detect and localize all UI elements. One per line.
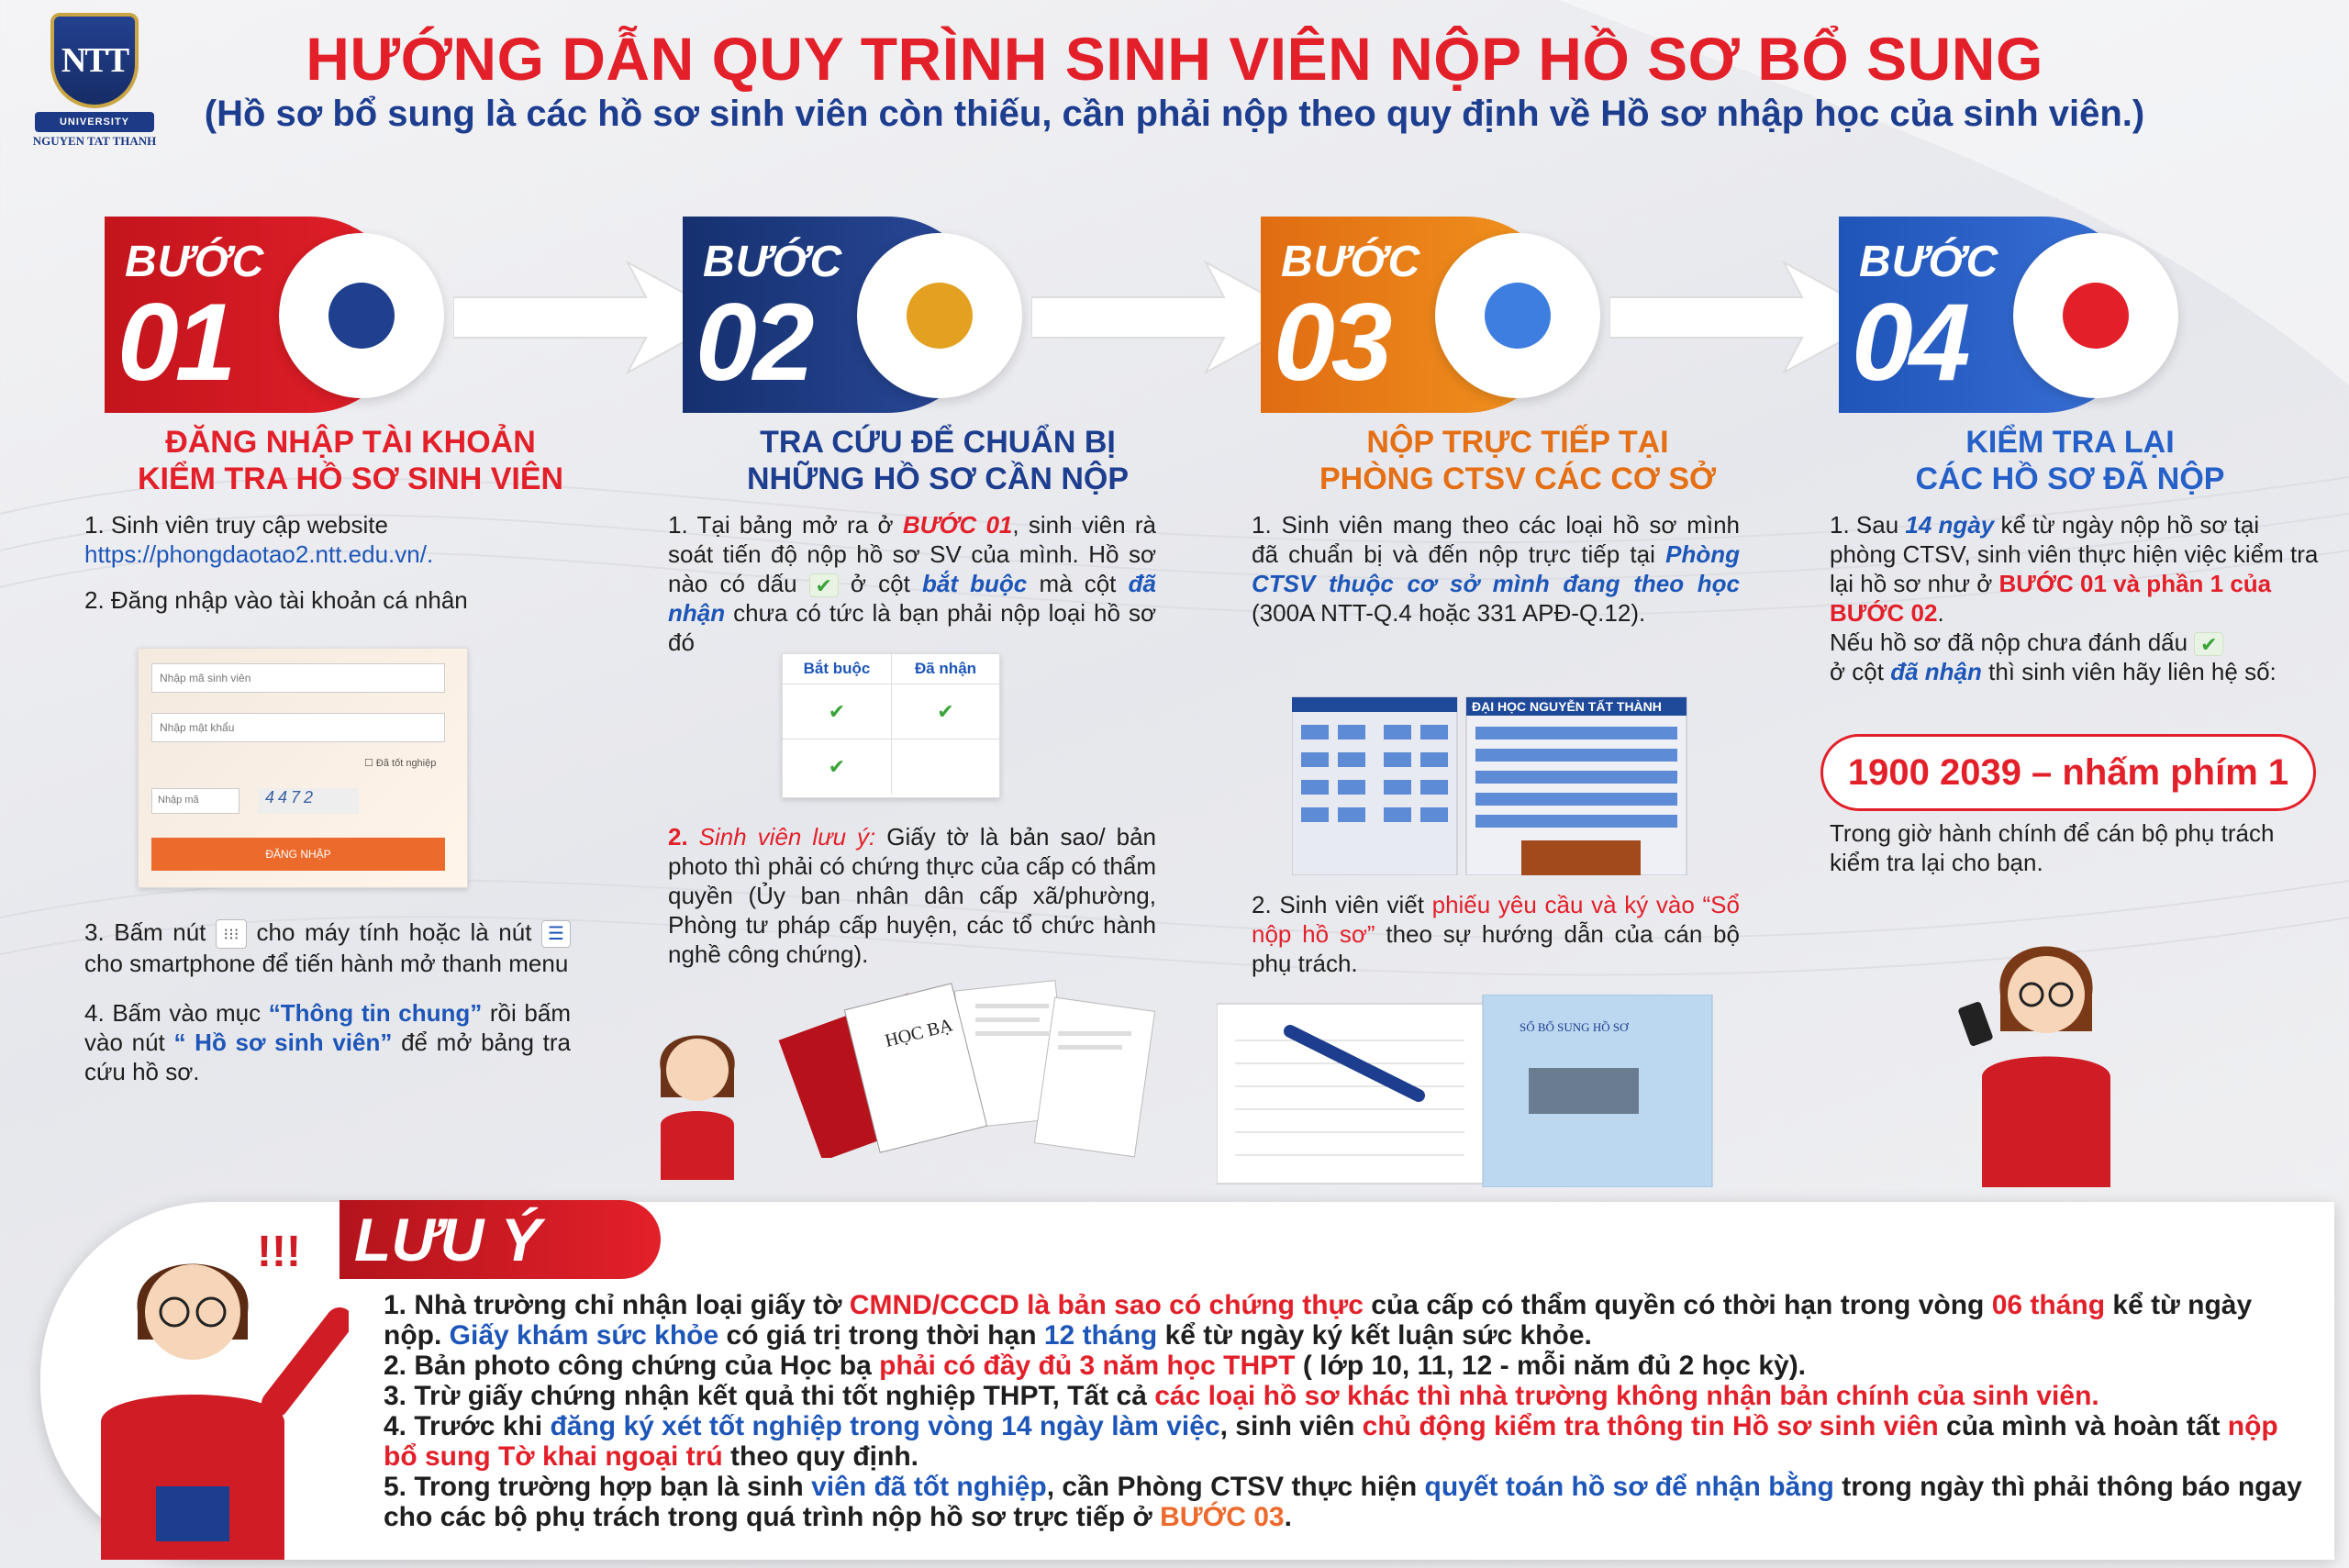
step-04-content: 1. Sau 14 ngày kể từ ngày nộp hồ sơ tại phòng CTSV, sinh viên thực hiện việc kiểm tra lại hồ sơ như ở BƯỚC 01 và phần 1 của BƯỚC 02. Nếu hồ sơ đã nộp chưa đánh dấu ✔ ở cột đã nhận thì sinh viên hãy liên hệ số:: [1830, 511, 2319, 685]
step-02-content-2: 2. Sinh viên lưu ý: Giấy tờ là bản sao/ bản photo thì phải có chứng thực của cấp có thẩm quyền (Ủy ban nhân dân cấp xã/phường, Phòng tư pháp cấp huyện, các tổ chức hành nghề công chứng).: [668, 823, 1156, 968]
step-04-content-2: Trong giờ hành chính để cán bộ phụ trách kiểm tra lại cho bạn.: [1830, 819, 2275, 876]
campus-building-illustration: [1292, 679, 1707, 875]
requirement-table-mockup: [782, 653, 1000, 798]
table-header-received: Đã nhận: [891, 654, 999, 684]
check-icon: ✔: [783, 684, 891, 739]
hamburger-menu-icon: ☰: [541, 920, 571, 948]
step-03-header: [1261, 217, 1848, 418]
svg-text:HỌC BẠ: HỌC BẠ: [883, 1015, 955, 1051]
checkmark-icon: ✔: [2194, 632, 2223, 656]
check-icon: ✔: [783, 739, 891, 794]
table-header-required: Bắt buộc: [803, 660, 871, 677]
svg-text:SỔ BỔ SUNG HỒ SƠ: SỔ BỔ SUNG HỒ SƠ: [1520, 1020, 1629, 1034]
page-subtitle: (Hồ sơ bổ sung là các hồ sơ sinh viên còn thiếu, cần phải nộp theo quy định về Hồ sơ nhập học của sinh viên.): [204, 94, 2145, 134]
note-item-1: 1. Nhà trường chỉ nhận loại giấy tờ CMND/CCCD là bản sao có chứng thực của cấp có thẩm quyền có thời hạn trong vòng 06 tháng kể từ ngày nộp. Giấy khám sức khỏe có giá trị trong thời hạn 12 tháng kể từ ngày ký kết luận sức khỏe.: [384, 1290, 2253, 1351]
step-01-content: 1. Sinh viên truy cập website https://phongdaotao2.ntt.edu.vn/. 2. Đăng nhập vào tài khoản cá nhân: [84, 511, 468, 614]
step-02-ring-icon: [857, 233, 1022, 398]
step-03-content: 1. Sinh viên mang theo các loại hồ sơ mình đã chuẩn bị và đến nộp trực tiếp tại Phòng CTSV thuộc cơ sở mình đang theo học (300A NTT-Q.4 hoặc 331 APĐ-Q.12).: [1252, 511, 1740, 627]
step-02-content: 1. Tại bảng mở ra ở BƯỚC 01, sinh viên rà soát tiến độ nộp hồ sơ SV của mình. Hồ sơ nào có dấu ✔ ở cột bắt buộc mà cột đã nhận chưa có tức là bạn phải nộp loại hồ sơ đó: [668, 511, 1156, 656]
step-04-number: 04: [1852, 281, 1967, 404]
step-03-content-2: 2. Sinh viên viết phiếu yêu cầu và ký vào “Sổ nộp hồ sơ” theo sự hướng dẫn của cán bộ phụ trách.: [1252, 891, 1740, 977]
step-02-title: TRA CỨU ĐỂ CHUẨN BỊ NHỮNG HỒ SƠ CẦN NỘP: [746, 425, 1130, 496]
captcha-image: 4472: [258, 788, 359, 814]
login-form-mockup: [138, 648, 468, 888]
logo-ribbon: UNIVERSITY: [35, 112, 154, 132]
empty-cell: [891, 739, 999, 794]
captcha-input: Nhập mã: [151, 788, 239, 814]
step-01-title: ĐĂNG NHẬP TÀI KHOẢN KIỂM TRA HỒ SƠ SINH VIÊN: [137, 425, 564, 496]
student-id-field: Nhập mã sinh viên: [151, 663, 445, 693]
documents-illustration: [741, 976, 1163, 1158]
grid-menu-icon: ⁝⁝⁝: [216, 919, 247, 949]
step-01-number: 01: [117, 281, 233, 404]
step-02-label: BƯỚC: [703, 238, 843, 286]
svg-text:ĐẠI HỌC NGUYỄN TẤT THÀNH: ĐẠI HỌC NGUYỄN TẤT THÀNH: [1472, 699, 1662, 714]
forms-illustration: [1217, 995, 1721, 1187]
password-field: Nhập mật khẩu: [151, 713, 445, 742]
student-character-left: [642, 1006, 752, 1180]
step-04-header: [1839, 217, 2349, 418]
logo-shield: NTT: [50, 13, 139, 108]
note-item-3: 3. Trừ giấy chứng nhận kết quả thi tốt nghiệp THPT, Tất cả các loại hồ sơ khác thì nhà trường không nhận bản chính của sinh viên.: [384, 1381, 2099, 1411]
step-01-header: [105, 217, 692, 418]
step-04-ring-icon: [2013, 233, 2178, 398]
step-02-header: [683, 217, 1270, 418]
step-03-ring-icon: [1435, 233, 1600, 398]
svg-text:!!!: !!!: [257, 1228, 301, 1276]
hotline-number[interactable]: 1900 2039 – nhấm phím 1: [1820, 734, 2316, 811]
logo-name: NGUYEN TAT THANH: [32, 134, 157, 148]
step-02-number: 02: [696, 281, 811, 404]
note-item-5: 5. Trong trường hợp bạn là sinh viên đã tốt nghiệp, cần Phòng CTSV thực hiện quyết toán hồ sơ để nhận bằng trong ngày thì phải thông báo ngay cho các bộ phụ trách trong quá trình nộp hồ sơ trực tiếp ở BƯỚC 03.: [384, 1472, 2302, 1532]
step-01-label: BƯỚC: [125, 238, 265, 286]
step-03-title: NỘP TRỰC TIẾP TẠI PHÒNG CTSV CÁC CƠ SỞ: [1319, 425, 1717, 496]
login-button: ĐĂNG NHẬP: [151, 838, 445, 871]
step-03-label: BƯỚC: [1281, 238, 1421, 286]
check-icon: ✔: [891, 684, 999, 739]
note-list: [384, 1290, 2310, 1532]
student-character-pointing: [55, 1211, 349, 1560]
graduated-checkbox: ☐ Đã tốt nghiệp: [364, 758, 437, 769]
student-character-right: [1954, 912, 2138, 1187]
note-item-2: 2. Bản photo công chứng của Học bạ phải có đầy đủ 3 năm học THPT ( lớp 10, 11, 12 - mỗi năm đủ 2 học kỳ).: [384, 1351, 1807, 1381]
page-title: HƯỚNG DẪN QUY TRÌNH SINH VIÊN NỘP HỒ SƠ BỔ SUNG: [306, 25, 2043, 93]
website-link[interactable]: https://phongdaotao2.ntt.edu.vn/.: [84, 540, 434, 568]
step-04-title: KIỂM TRA LẠI CÁC HỒ SƠ ĐÃ NỘP: [1915, 425, 2225, 496]
checkmark-icon: ✔: [809, 573, 839, 597]
note-item-4: 4. Trước khi đăng ký xét tốt nghiệp trong vòng 14 ngày làm việc, sinh viên chủ động kiểm tra thông tin Hồ sơ sinh viên của mình và hoàn tất nộp bổ sung Tờ khai ngoại trú theo quy định.: [384, 1411, 2278, 1472]
step-03-number: 03: [1274, 281, 1389, 404]
step-01-content-2: 3. Bấm nút ⁝⁝⁝ cho máy tính hoặc là nút ☰ cho smartphone để tiến hành mở thanh menu 4. Bấm vào mục “Thông tin chung” rồi bấm vào nút “ Hồ sơ sinh viên” để mở bảng tra cứu hồ sơ.: [84, 918, 572, 1086]
step-01-ring-icon: [279, 233, 444, 398]
step-04-label: BƯỚC: [1859, 238, 1999, 286]
note-title: LƯU Ý: [340, 1200, 661, 1279]
